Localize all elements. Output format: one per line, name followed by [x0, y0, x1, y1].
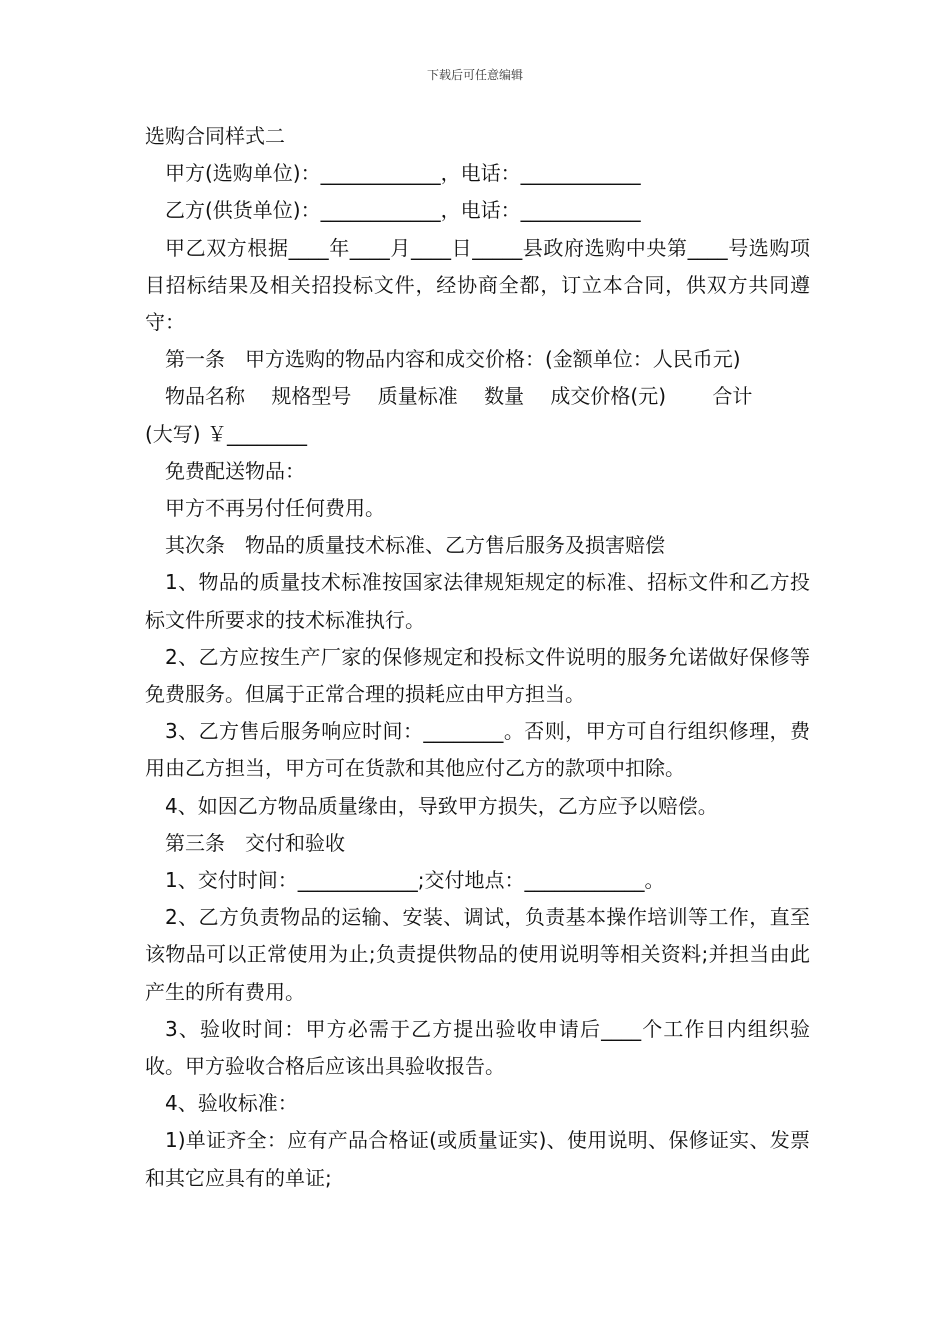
- party-a-line: 甲方(选购单位)：____________，电话：____________: [165, 161, 641, 186]
- article-3-clause-1: 1、交付时间：____________;交付地点：____________。: [165, 868, 665, 893]
- article-2-clause-4: 4、如因乙方物品质量缘由，导致甲方损失，乙方应予以赔偿。: [165, 793, 718, 818]
- free-delivery-line: 免费配送物品：: [165, 458, 305, 483]
- article-3-clause-4-item-1: 1)单证齐全：应有产品合格证(或质量证实)、使用说明、保修证实、发票和其它应具有的单证;: [145, 1128, 810, 1190]
- article-3-clause-4: 4、验收标准：: [165, 1091, 298, 1116]
- article-2-clause-3: 3、乙方售后服务响应时间：________。否则，甲方可自行组织修理，费用由乙方担当，甲方可在货款和其他应付乙方的款项中扣除。: [145, 719, 810, 781]
- party-b-line: 乙方(供货单位)：____________，电话：____________: [165, 198, 641, 223]
- no-extra-fee-line: 甲方不再另付任何费用。: [165, 496, 385, 521]
- document-title: 选购合同样式二: [145, 124, 285, 148]
- article-3-clause-2: 2、乙方负责物品的运输、安装、调试，负责基本操作培训等工作，直至该物品可以正常使用为止;负责提供物品的使用说明等相关资料;并担当由此产生的所有费用。: [145, 905, 810, 1004]
- article-3-title: 第三条 交付和验收: [165, 830, 345, 855]
- basis-paragraph: 甲乙双方根据____年____月____日_____县政府选购中央第____号选购项目招标结果及相关招投标文件，经协商全都，订立本合同，供双方共同遵守：: [145, 235, 810, 335]
- article-2-clause-1: 1、物品的质量技术标准按国家法律规矩规定的标准、招标文件和乙方投标文件所要求的技术标准执行。: [145, 570, 810, 632]
- goods-table-header: 物品名称 规格型号 质量标准 数量 成交价格(元) 合计: [165, 384, 753, 409]
- article-2-title: 其次条 物品的质量技术标准、乙方售后服务及损害赔偿: [165, 533, 665, 558]
- article-2-clause-2: 2、乙方应按生产厂家的保修规定和投标文件说明的服务允诺做好保修等免费服务。但属于正常合理的损耗应由甲方担当。: [145, 644, 810, 707]
- contract-body: [145, 118, 810, 1197]
- page-header: 下载后可任意编辑: [426, 68, 523, 82]
- total-amount-line: (大写) ￥________: [145, 421, 307, 446]
- article-3-clause-3: 3、验收时间：甲方必需于乙方提出验收申请后____个工作日内组织验收。甲方验收合格后应该出具验收报告。: [145, 1016, 810, 1079]
- article-1-title: 第一条 甲方选购的物品内容和成交价格：(金额单位：人民币元): [165, 347, 741, 372]
